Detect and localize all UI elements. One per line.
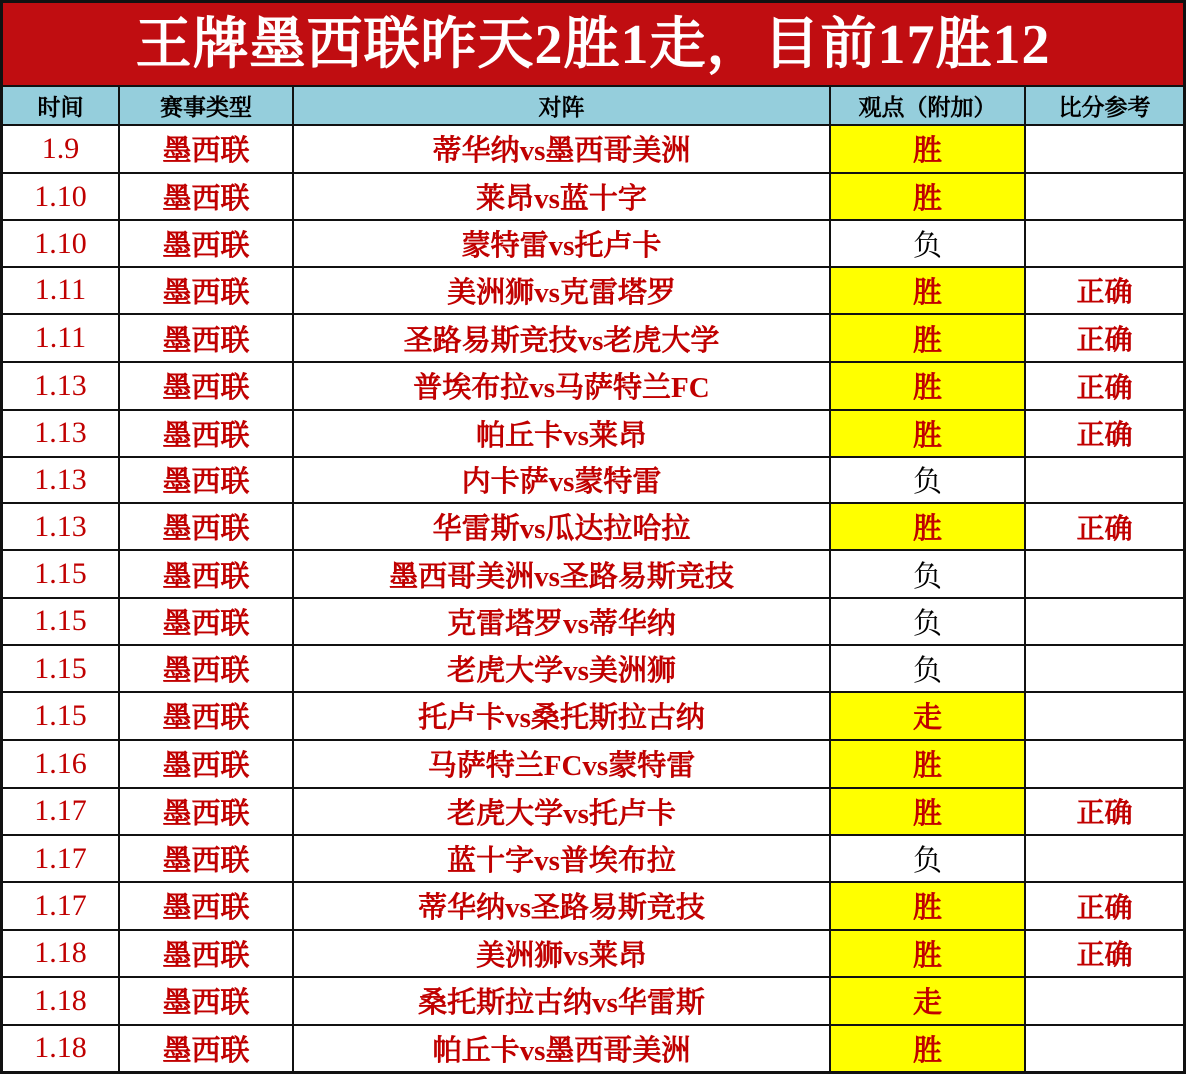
- date-cell: 1.13: [3, 504, 120, 549]
- league-cell: 墨西联: [120, 931, 294, 976]
- opinion-cell: 胜: [831, 268, 1026, 313]
- opinion-cell: 负: [831, 836, 1026, 881]
- score-ref-cell: 正确: [1076, 513, 1133, 545]
- score-ref-cell: [1026, 599, 1183, 644]
- date-cell: 1.10: [3, 221, 120, 265]
- matchup-cell: 美洲狮vs克雷塔罗: [294, 268, 831, 313]
- opinion-cell: 负: [831, 646, 1026, 691]
- league-cell: 墨西联: [120, 978, 294, 1023]
- table-row: [3, 646, 1183, 693]
- date-cell: 1.15: [3, 693, 120, 738]
- table-row: [3, 741, 1183, 789]
- matchup-cell: 普埃布拉vs马萨特兰FC: [294, 363, 831, 408]
- league-cell: 墨西联: [120, 599, 294, 644]
- col-header-matchup: 对阵: [294, 87, 831, 124]
- matchup-cell: 蒂华纳vs墨西哥美洲: [294, 126, 831, 172]
- table-row: [3, 268, 1183, 315]
- score-ref-cell: 正确: [1076, 372, 1133, 404]
- score-ref-cell: [1026, 836, 1183, 881]
- matchup-cell: 托卢卡vs桑托斯拉古纳: [294, 693, 831, 738]
- opinion-cell: 负: [831, 551, 1026, 596]
- matchup-cell: 老虎大学vs托卢卡: [294, 789, 831, 834]
- league-cell: 墨西联: [120, 551, 294, 596]
- opinion-cell: 胜: [831, 883, 1026, 928]
- table-row: [3, 1026, 1183, 1071]
- league-cell: 墨西联: [120, 315, 294, 361]
- table-row: [3, 551, 1183, 598]
- date-cell: 1.11: [3, 315, 120, 361]
- matchup-cell: 桑托斯拉古纳vs华雷斯: [294, 978, 831, 1023]
- table-body: [3, 126, 1183, 1071]
- col-header-score-ref: 比分参考: [1058, 95, 1151, 120]
- table-row: [3, 411, 1183, 458]
- opinion-cell: 胜: [831, 411, 1026, 456]
- matchup-cell: 墨西哥美洲vs圣路易斯竞技: [294, 551, 831, 596]
- league-cell: 墨西联: [120, 458, 294, 502]
- league-cell: 墨西联: [120, 174, 294, 219]
- col-header-league: 赛事类型: [120, 87, 294, 124]
- date-cell: 1.15: [3, 551, 120, 596]
- score-ref-cell: 正确: [1076, 892, 1133, 924]
- matchup-cell: 马萨特兰FCvs蒙特雷: [294, 741, 831, 787]
- score-ref-cell: [1026, 221, 1183, 265]
- league-cell: 墨西联: [120, 126, 294, 172]
- opinion-cell: 负: [831, 458, 1026, 502]
- league-cell: 墨西联: [120, 693, 294, 738]
- table-row: [3, 174, 1183, 221]
- score-ref-cell: [1026, 693, 1183, 738]
- date-cell: 1.15: [3, 646, 120, 691]
- league-cell: 墨西联: [120, 741, 294, 787]
- matchup-cell: 蓝十字vs普埃布拉: [294, 836, 831, 881]
- table-header-row: [3, 87, 1183, 126]
- league-cell: 墨西联: [120, 836, 294, 881]
- date-cell: 1.18: [3, 1026, 120, 1071]
- table-row: [3, 221, 1183, 267]
- col-header-time: 时间: [3, 87, 120, 124]
- league-cell: 墨西联: [120, 646, 294, 691]
- opinion-cell: 胜: [831, 363, 1026, 408]
- title-banner: [3, 3, 1183, 87]
- date-cell: 1.17: [3, 836, 120, 881]
- score-ref-cell: [1026, 551, 1183, 596]
- date-cell: 1.17: [3, 789, 120, 834]
- matchup-cell: 老虎大学vs美洲狮: [294, 646, 831, 691]
- table-row: [3, 931, 1183, 978]
- league-cell: 墨西联: [120, 411, 294, 456]
- matchup-cell: 帕丘卡vs莱昂: [294, 411, 831, 456]
- opinion-cell: 胜: [831, 1026, 1026, 1071]
- score-ref-cell: [1026, 174, 1183, 219]
- score-ref-cell: [1026, 458, 1183, 502]
- score-ref-cell: 正确: [1076, 277, 1133, 309]
- date-cell: 1.13: [3, 411, 120, 456]
- date-cell: 1.18: [3, 931, 120, 976]
- date-cell: 1.13: [3, 458, 120, 502]
- opinion-cell: 胜: [831, 174, 1026, 219]
- date-cell: 1.18: [3, 978, 120, 1023]
- date-cell: 1.11: [3, 268, 120, 313]
- date-cell: 1.13: [3, 363, 120, 408]
- opinion-cell: 胜: [831, 789, 1026, 834]
- date-cell: 1.9: [3, 126, 120, 172]
- opinion-cell: 胜: [831, 315, 1026, 361]
- opinion-cell: 走: [831, 693, 1026, 738]
- opinion-cell: 走: [831, 978, 1026, 1023]
- table-row: [3, 599, 1183, 646]
- table-row: [3, 883, 1183, 930]
- score-ref-cell: [1026, 741, 1183, 787]
- opinion-cell: 胜: [831, 931, 1026, 976]
- league-cell: 墨西联: [120, 363, 294, 408]
- table-row: [3, 836, 1183, 883]
- score-ref-cell: 正确: [1076, 798, 1133, 830]
- score-ref-cell: 正确: [1076, 940, 1133, 972]
- league-cell: 墨西联: [120, 221, 294, 265]
- date-cell: 1.16: [3, 741, 120, 787]
- matchup-cell: 内卡萨vs蒙特雷: [294, 458, 831, 502]
- page-title: 王牌墨西联昨天2胜1走，目前17胜12: [135, 14, 1051, 76]
- league-cell: 墨西联: [120, 268, 294, 313]
- score-ref-cell: 正确: [1076, 325, 1133, 357]
- score-ref-cell: [1026, 646, 1183, 691]
- opinion-cell: 负: [831, 599, 1026, 644]
- table-row: [3, 126, 1183, 174]
- table-row: [3, 978, 1183, 1025]
- table-row: [3, 693, 1183, 740]
- matchup-cell: 圣路易斯竞技vs老虎大学: [294, 315, 831, 361]
- matchup-cell: 蒂华纳vs圣路易斯竞技: [294, 883, 831, 928]
- date-cell: 1.15: [3, 599, 120, 644]
- table-row: [3, 458, 1183, 504]
- opinion-cell: 胜: [831, 504, 1026, 549]
- score-ref-cell: [1026, 126, 1183, 172]
- table-row: [3, 789, 1183, 836]
- opinion-cell: 胜: [831, 741, 1026, 787]
- score-ref-cell: [1026, 978, 1183, 1023]
- matchup-cell: 克雷塔罗vs蒂华纳: [294, 599, 831, 644]
- league-cell: 墨西联: [120, 883, 294, 928]
- matchup-cell: 蒙特雷vs托卢卡: [294, 221, 831, 265]
- opinion-cell: 负: [831, 221, 1026, 265]
- matchup-cell: 美洲狮vs莱昂: [294, 931, 831, 976]
- matchup-cell: 莱昂vs蓝十字: [294, 174, 831, 219]
- score-ref-cell: 正确: [1076, 420, 1133, 452]
- league-cell: 墨西联: [120, 504, 294, 549]
- opinion-cell: 胜: [831, 126, 1026, 172]
- col-header-opinion: 观点（附加）: [831, 87, 1026, 124]
- table-row: [3, 504, 1183, 551]
- table-row: [3, 315, 1183, 363]
- date-cell: 1.10: [3, 174, 120, 219]
- matchup-cell: 帕丘卡vs墨西哥美洲: [294, 1026, 831, 1071]
- league-cell: 墨西联: [120, 1026, 294, 1071]
- table-row: [3, 363, 1183, 410]
- date-cell: 1.17: [3, 883, 120, 928]
- score-ref-cell: [1026, 1026, 1183, 1071]
- matchup-cell: 华雷斯vs瓜达拉哈拉: [294, 504, 831, 549]
- league-cell: 墨西联: [120, 789, 294, 834]
